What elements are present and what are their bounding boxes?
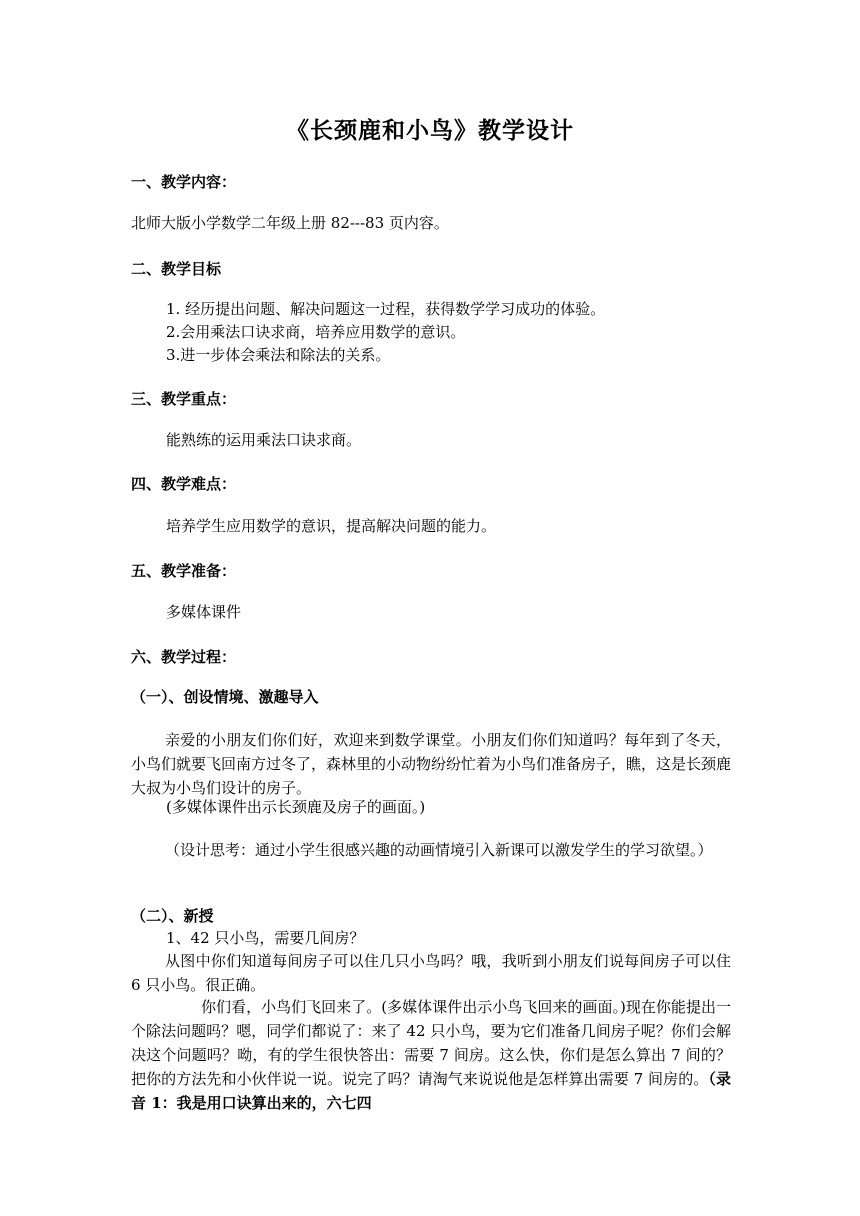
section-heading-key-points: 三、教学重点： [131,390,237,408]
section-heading-goals: 二、教学目标 [131,260,222,278]
section-body-preparation: 多媒体课件 [166,603,242,621]
part1-heading: （一）、创设情境、激趣导入 [131,688,319,706]
part2-paragraph-2-text: 你们看，小鸟们飞回来了。(多媒体课件出示小鸟飞回来的画面。)现在你能提出一个除法问题吗？嗯，同学们都说了：来了 42 只小鸟，要为它们准备几间房子呢？你们会解决这个问题吗？呦，有的学生很快答出：需要 7 间房。这么快，你们是怎么算出 7 间的？把你的方法先和小伙伴说一说。说完了吗？请淘气来说说他是怎样算出需要 7 间房的。 [131,998,731,1088]
section-heading-content: 一、教学内容： [131,173,237,191]
section-body-content: 北师大版小学数学二年级上册 82---83 页内容。 [131,214,449,232]
goal-item-2: 2.会用乘法口诀求商，培养应用数学的意识。 [166,323,466,341]
document-title: 《长颈鹿和小鸟》教学设计 [286,117,574,144]
goal-item-3: 3.进一步体会乘法和除法的关系。 [166,346,391,364]
section-body-key-points: 能熟练的运用乘法口诀求商。 [166,431,362,449]
part1-paragraph-1: 亲爱的小朋友们你们好，欢迎来到数学课堂。小朋友们你们知道吗？每年到了冬天，小鸟们就要飞回南方过冬了，森林里的小动物纷纷忙着为小鸟们准备房子，瞧，这是长颈鹿大叔为小鸟们设计的房子。 [131,731,732,797]
part2-question-1: 1、42 只小鸟，需要几间房？ [166,929,365,947]
part1-paragraph-2: (多媒体课件出示长颈鹿及房子的画面。) [166,798,426,816]
part2-heading: （二）、新授 [131,907,214,925]
part1-paragraph-3: （设计思考：通过小学生很感兴趣的动画情境引入新课可以激发学生的学习欲望。） [165,841,713,859]
part2-paragraph-1: 从图中你们知道每间房子可以住几只小鸟吗？哦，我听到小朋友们说每间房子可以住 6 只小鸟。很正确。 [131,952,731,994]
part2-recording-1: （录音 1：我是用口诀算出来的，六七四 [131,1070,731,1112]
goal-item-1: 1. 经历提出问题、解决问题这一过程，获得数学学习成功的体验。 [166,300,606,318]
section-body-difficulties: 培养学生应用数学的意识，提高解决问题的能力。 [166,517,497,535]
section-heading-process: 六、教学过程： [131,648,237,666]
section-heading-difficulties: 四、教学难点： [131,475,237,493]
part2-paragraph-2 [131,995,731,1115]
section-heading-preparation: 五、教学准备： [131,562,237,580]
